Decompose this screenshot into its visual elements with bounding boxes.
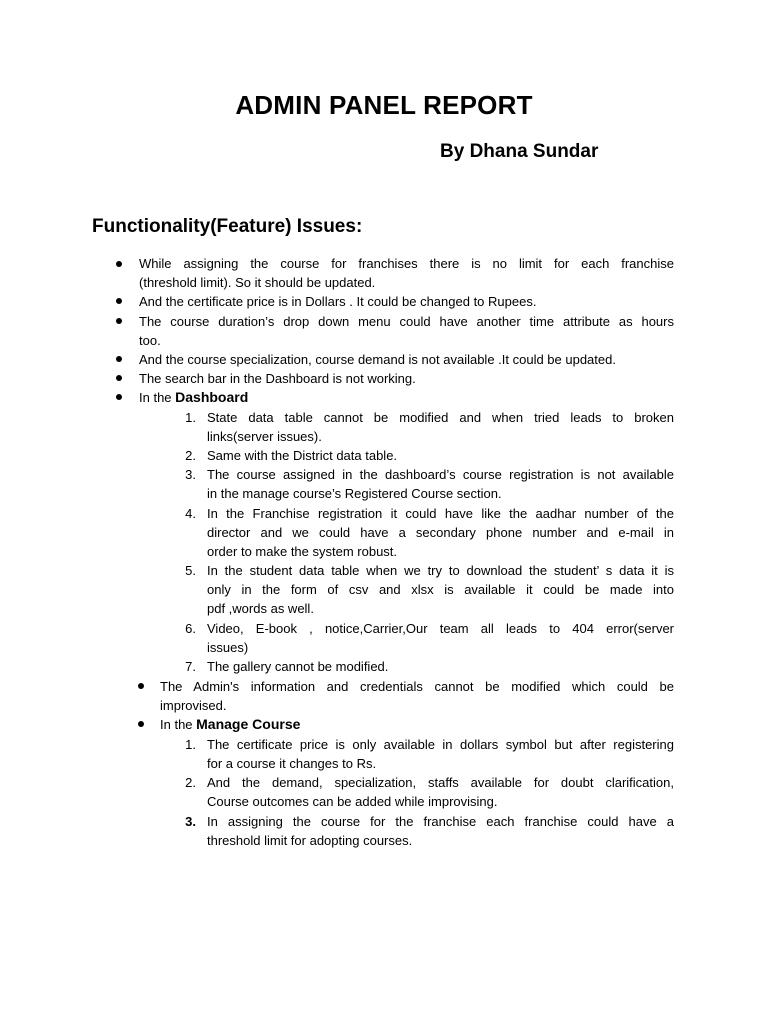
bullet-text: improvised. [160, 698, 227, 713]
bullet-text: The search bar in the Dashboard is not working. [139, 371, 416, 386]
bullet-text: too. [139, 333, 161, 348]
list-number: 1. [185, 737, 196, 752]
list-item-text: Video, E-book , notice,Carrier,Our team all leads to 404 error(server [207, 621, 674, 636]
list-number: 3. [185, 814, 196, 829]
list-item-text: threshold limit for adopting courses. [207, 833, 413, 848]
list-number: 1. [185, 410, 196, 425]
list-item-text: issues) [207, 640, 249, 655]
bullet-text: (threshold limit). So it should be updated. [139, 275, 376, 290]
list-item-text: State data table cannot be modified and when tried leads to broken [207, 410, 674, 425]
author-line: By Dhana Sundar [440, 141, 599, 162]
section-heading: Functionality(Feature) Issues: [92, 216, 363, 237]
bullet-text: The course duration’s drop down menu could have another time attribute as hours [139, 314, 674, 329]
bullet-marker [138, 683, 144, 689]
bullet-text: While assigning the course for franchises there is no limit for each franchise [139, 256, 674, 271]
list-number: 4. [185, 506, 196, 521]
dashboard-heading: Dashboard [175, 389, 249, 405]
manage-course-heading: Manage Course [196, 716, 301, 732]
bullet-text: The Admin's information and credentials cannot be modified which could be [160, 679, 674, 694]
list-item-text: only in the form of csv and xlsx is available it could be made into [207, 582, 674, 597]
list-item-text: director and we could have a secondary phone number and e-mail in [207, 525, 674, 540]
bullet-marker [116, 356, 122, 362]
bullet-text [160, 715, 300, 734]
list-item-text: in the manage course’s Registered Course section. [207, 486, 502, 501]
bullet-text: And the course specialization, course demand is not available .It could be updated. [139, 352, 616, 367]
bullet-marker [138, 721, 144, 727]
list-item-text: Course outcomes can be added while improvising. [207, 794, 498, 809]
list-item-text: In assigning the course for the franchise each franchise could have a [207, 814, 674, 829]
list-item-text: Same with the District data table. [207, 448, 398, 463]
bullet-text: And the certificate price is in Dollars . It could be changed to Rupees. [139, 294, 537, 309]
list-item-text: order to make the system robust. [207, 544, 398, 559]
list-item-text: The gallery cannot be modified. [207, 659, 389, 674]
list-item-text: for a course it changes to Rs. [207, 756, 377, 771]
list-item-text: In the Franchise registration it could have like the aadhar number of the [207, 506, 674, 521]
list-item-text: The certificate price is only available in dollars symbol but after registering [207, 737, 674, 752]
bullet-prefix: In the [160, 717, 197, 732]
bullet-marker [116, 394, 122, 400]
list-item-text: The course assigned in the dashboard’s course registration is not available [207, 467, 674, 482]
bullet-marker [116, 261, 122, 267]
list-number: 2. [185, 448, 196, 463]
list-number: 6. [185, 621, 196, 636]
list-item-text: links(server issues). [207, 429, 322, 444]
bullet-prefix: In the [139, 390, 176, 405]
list-item-text: In the student data table when we try to download the student’ s data it is [207, 563, 674, 578]
bullet-marker [116, 318, 122, 324]
bullet-text [139, 388, 248, 407]
report-title: ADMIN PANEL REPORT [235, 90, 533, 120]
bullet-marker [116, 375, 122, 381]
list-number: 5. [185, 563, 196, 578]
list-item-text: And the demand, specialization, staffs available for doubt clarification, [207, 775, 674, 790]
list-item-text: pdf ,words as well. [207, 601, 314, 616]
list-number: 7. [185, 659, 196, 674]
bullet-marker [116, 298, 122, 304]
list-number: 3. [185, 467, 196, 482]
list-number: 2. [185, 775, 196, 790]
